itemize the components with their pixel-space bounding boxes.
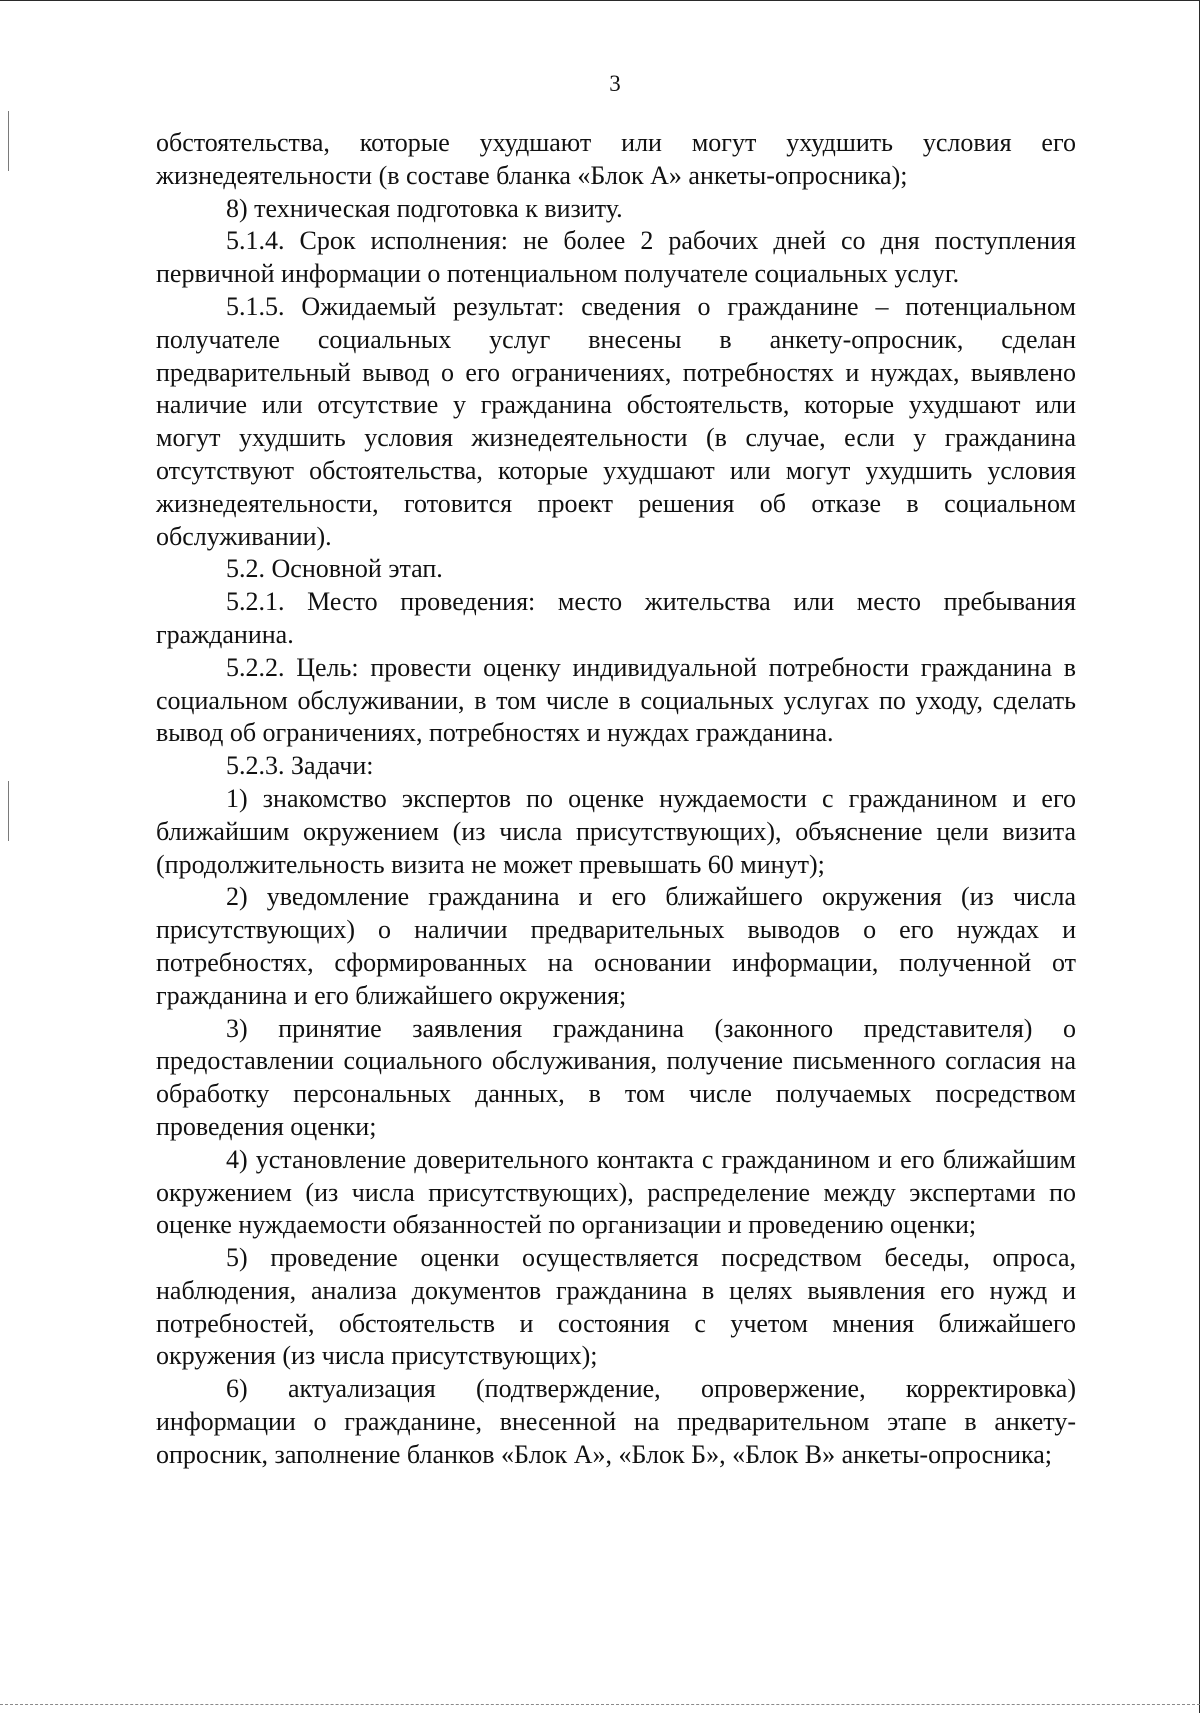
list-item-5: 5) проведение оценки осуществляется посредством беседы, опроса, наблюдения, анализа документов гражданина в целях выявления его нужд и потребностей, обстоятельств и состояния с учетом мнения ближайшего окружения (из числа присутствующих); bbox=[156, 1243, 1076, 1371]
list-item-4: 4) установление доверительного контакта с гражданином и его ближайшим окружением (из числа присутствующих), распределение между экспертами по оценке нуждаемости обязанностей по организации и проведению оценки; bbox=[156, 1144, 1076, 1240]
page-number: 3 bbox=[609, 71, 621, 96]
paragraph-5-2-3: 5.2.3. Задачи: bbox=[226, 751, 374, 781]
paragraph-5-2-1: 5.2.1. Место проведения: место жительства или место пребывания гражданина. bbox=[156, 587, 1076, 649]
paragraph-5-1-4: 5.1.4. Срок исполнения: не более 2 рабочих дней со дня поступления первичной информации о потенциальном получателе социальных услуг. bbox=[156, 226, 1076, 289]
paragraph-5-1-5: 5.1.5. Ожидаемый результат: сведения о гражданине – потенциальном получателе социальных услуг внесены в анкету-опросник, сделан предварительный вывод о его ограничениях, потребностях и нуждах, выявлено наличие или отсутствие у гражданина обстоятельств, которые ухудшают или могут ухудшить условия жизнедеятельности (в случае, если у гражданина отсутствуют обстоятельства, которые ухудшают или могут ухудшить условия жизнедеятельности, готовится проект решения об отказе в социальном обслуживании). bbox=[156, 291, 1076, 551]
scan-bottom-edge bbox=[0, 1704, 1200, 1705]
list-item-3: 3) принятие заявления гражданина (законного представителя) о предоставлении социального обслуживания, получение письменного согласия на обработку персональных данных, в том числе получаемых посредством проведения оценки; bbox=[156, 1013, 1076, 1141]
list-item-6: 6) актуализация (подтверждение, опровержение, корректировка) информации о гражданине, внесенной на предварительном этапе в анкету-опросник, заполнение бланков «Блок А», «Блок Б», «Блок В» анкеты-опросника; bbox=[156, 1374, 1076, 1469]
scan-edge-mark bbox=[8, 111, 9, 171]
scan-edge-mark bbox=[8, 781, 9, 841]
paragraph-5-2-2: 5.2.2. Цель: провести оценку индивидуальной потребности гражданина в социальном обслуживании, в том числе в социальных услугах по уходу, сделать вывод об ограничениях, потребностях и нуждах гражданина. bbox=[156, 652, 1076, 748]
section-heading-5-2: 5.2. Основной этап. bbox=[226, 554, 443, 584]
list-item-1: 1) знакомство экспертов по оценке нуждаемости с гражданином и его ближайшим окружением (из числа присутствующих), объяснение цели визита (продолжительность визита не может превышать 60 минут); bbox=[156, 783, 1076, 879]
list-item-2: 2) уведомление гражданина и его ближайшего окружения (из числа присутствующих) о наличии предварительных выводов о его нуждах и потребностях, сформированных на основании информации, полученной от гражданина и его ближайшего окружения; bbox=[156, 882, 1076, 1010]
paragraph-continuation: обстоятельства, которые ухудшают или могут ухудшить условия его жизнедеятельности (в составе бланка «Блок А» анкеты-опросника); bbox=[156, 128, 1076, 190]
document-body bbox=[156, 127, 1076, 1472]
paragraph-item-8: 8) техническая подготовка к визиту. bbox=[226, 193, 623, 223]
